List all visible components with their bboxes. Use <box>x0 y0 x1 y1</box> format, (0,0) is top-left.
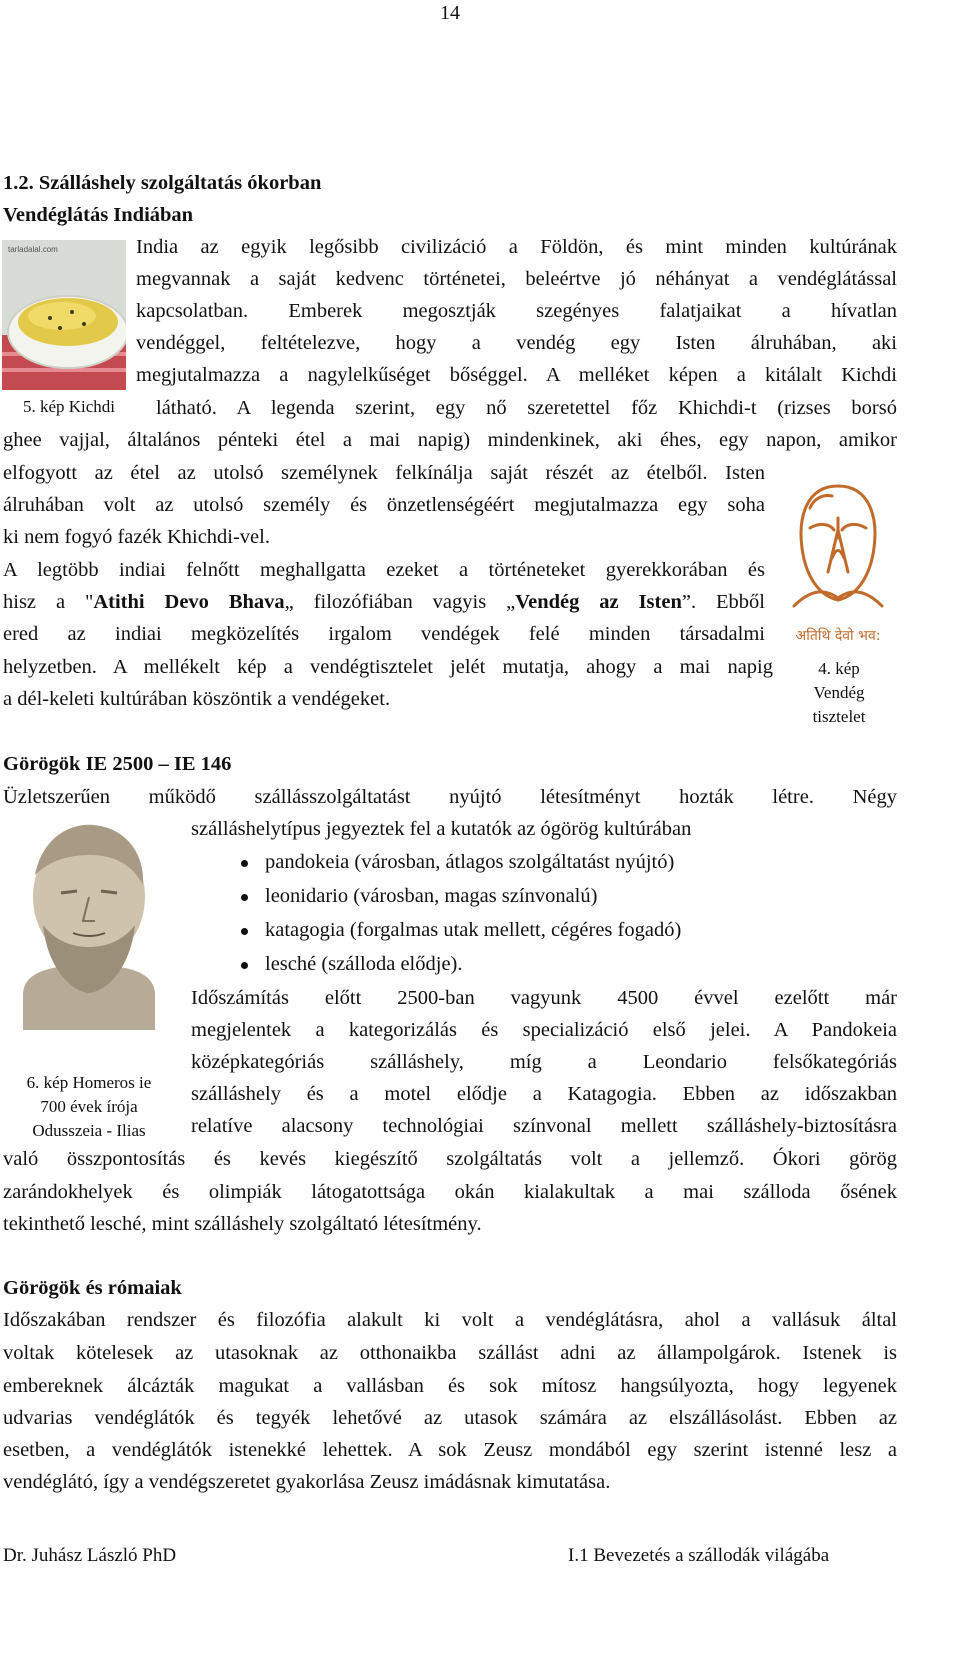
greeks-p-line-7: zarándokhelyek és olimpiák látogatottsága okán kialakultak a mai szálloda ősének <box>3 1181 897 1203</box>
india-line-8: elfogyott az étel az utolsó személynek felkínálja saját részét az ételből. Isten <box>3 462 765 484</box>
romans-line-4: udvarias vendéglátók és tegyék lehetővé az utasok számára az elszállásolást. Ebben az <box>3 1407 897 1429</box>
greeks-p-line-8: tekinthető lesché, mint szálláshely szolgáltató létesítmény. <box>3 1213 482 1235</box>
greeks-p-line-1: Időszámítás előtt 2500-ban vagyunk 4500 évvel ezelőtt már <box>191 987 897 1009</box>
india-line-9: álruhában volt az utolsó személy és önzetlenségéért megjutalmazza egy soha <box>3 494 765 516</box>
greeks-p-line-4: szálláshely és a motel elődje a Katagogia. Ebben az időszakban <box>191 1083 897 1105</box>
romans-line-6: vendéglátó, így a vendégszeretet gyakorlása Zeusz imádásnak kimutatása. <box>3 1471 611 1493</box>
india-p2-line-4: helyzetben. A mellékelt kép a vendégtisztelet jelét mutatja, ahogy a mai napig <box>3 656 773 678</box>
page-number: 14 <box>440 2 460 24</box>
footer-author: Dr. Juhász László PhD <box>3 1545 177 1566</box>
section-heading: 1.2. Szálláshely szolgáltatás ókorban <box>3 172 322 194</box>
bullet-dot <box>241 894 248 901</box>
bullet-leonidario: leonidario (városban, magas színvonalú) <box>265 885 598 907</box>
greeks-p-line-2: megjelentek a kategorizálás és specializáció első jelei. A Pandokeia <box>191 1019 897 1041</box>
india-line-2: megvannak a saját kedvenc történetei, beleértve jó néhányat a vendéglátással <box>136 268 897 290</box>
greeks-p-line-5: relatíve alacsony technológiai színvonal mellett szálláshely-biztosításra <box>191 1115 897 1137</box>
india-p2-line-2: hisz a "Atithi Devo Bhava„ filozófiában vagyis „Vendég az Isten”. Ebből <box>3 591 765 613</box>
bullet-lesche: lesché (szálloda elődje). <box>265 953 463 975</box>
romans-line-2: voltak kötelesek az utasoknak az otthonaikba szállást adni az állampolgárok. Istenek is <box>3 1342 897 1364</box>
india-line-5: megjutalmazza a nagylelkűséget bőséggel. A melléket képen a kitálalt Kichdi <box>136 364 897 386</box>
greeks-p-line-6: való összpontosítás és kevés kiegészítő szolgáltatás volt a jellemző. Ókori görög <box>3 1148 897 1170</box>
india-p2-line-3: ered az indiai megközelítés irgalom vendégek felé minden társadalmi <box>3 623 765 645</box>
romans-line-5: esetben, a vendéglátók istenekké lehettek. A sok Zeusz mondából egy szerint istenné lesz a <box>3 1439 897 1461</box>
kichdi-caption: 5. kép Kichdi <box>22 397 116 416</box>
footer-chapter: I.1 Bevezetés a szállodák világába <box>568 1545 830 1566</box>
greeks-p-line-3: középkategóriás szálláshely, míg a Leondario felsőkategóriás <box>191 1051 897 1073</box>
vendeg-az-isten: Vendég az Isten <box>515 591 682 613</box>
india-p2-line-5: a dél-keleti kultúrában köszöntik a vendégeket. <box>3 688 391 710</box>
romans-line-3: embereknek álcázták magukat a vallásban és sok mítosz hangsúlyozta, hogy legyenek <box>3 1375 897 1397</box>
india-line-10: ki nem fogyó fazék Khichdi-vel. <box>3 526 270 548</box>
greeks-heading: Görögök IE 2500 – IE 146 <box>3 753 232 775</box>
romans-line-1: Időszakában rendszer és filozófia alakult ki volt a vendéglátásra, ahol a vallásuk által <box>3 1309 897 1331</box>
atithi-devo-bhava: Atithi Devo Bhava <box>93 591 285 613</box>
bullet-dot <box>241 962 248 969</box>
namaste-image <box>780 478 896 650</box>
india-line-4: vendéggel, feltételezve, hogy a vendég egy Isten álruhában, aki <box>136 332 897 354</box>
bullet-pandokeia: pandokeia (városban, átlagos szolgáltatást nyújtó) <box>265 851 675 873</box>
india-line-7: ghee vajjal, általános pénteki étel a mai napig) mindenkinek, aki éhes, egy napon, amikor <box>3 429 897 451</box>
india-line-3: kapcsolatban. Emberek megosztják szegényes falatjaikat a hívatlan <box>136 300 897 322</box>
romans-heading: Görögök és rómaiak <box>3 1277 182 1299</box>
homeros-caption: 6. kép Homeros ie 700 évek írója Odusszeia - Ilias <box>26 1073 152 1140</box>
greeks-line-1: Üzletszerűen működő szállásszolgáltatást nyújtó létesítményt hozták létre. Négy <box>3 786 897 808</box>
kichdi-image <box>2 240 126 390</box>
greeting-text: अतिथि देवो भव: <box>795 628 881 644</box>
namaste-caption: 4. kép Vendég tisztelet <box>812 659 866 726</box>
india-p2-line-1: A legtöbb indiai felnőtt meghallgatta ezeket a történeteket gyerekkorában és <box>3 559 765 581</box>
homeros-image <box>3 815 175 1030</box>
greeks-line-2: szálláshelytípus jegyeztek fel a kutatók az ógörög kultúrában <box>191 818 692 840</box>
india-line-6: látható. A legenda szerint, egy nő szeretettel főz Khichdi-t (rizses borsó <box>156 397 897 419</box>
bullet-dot <box>241 928 248 935</box>
bullet-katagogia: katagogia (forgalmas utak mellett, cégéres fogadó) <box>265 919 682 941</box>
india-line-1: India az egyik legősibb civilizáció a Földön, és mint minden kultúrának <box>136 236 897 258</box>
india-heading: Vendéglátás Indiában <box>3 204 194 226</box>
bullet-dot <box>241 860 248 867</box>
image-watermark: tarladalal.com <box>8 245 58 254</box>
